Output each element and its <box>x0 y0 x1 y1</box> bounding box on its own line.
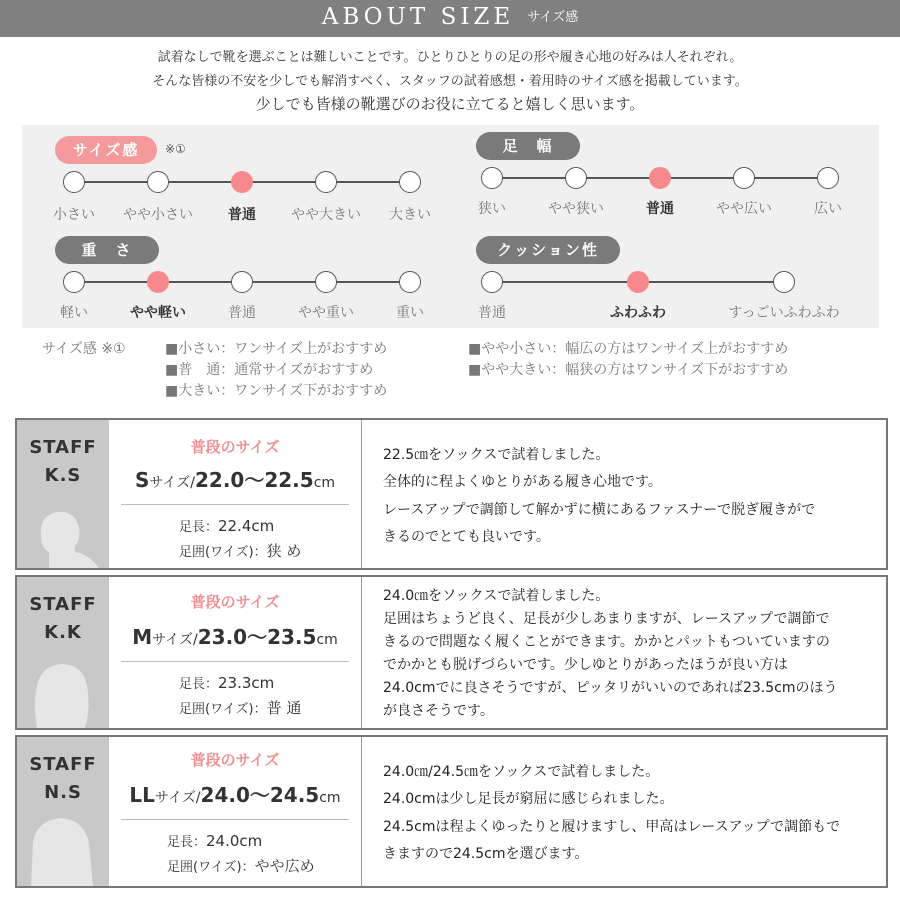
gauge-dot <box>315 271 337 293</box>
gauge-option-label: 大きい <box>389 207 431 223</box>
gauge-dot-selected <box>627 271 649 293</box>
gauge-size-pill: サイズ感 <box>55 136 157 164</box>
size-unit: cm <box>313 475 336 491</box>
size-letter: LL <box>129 783 155 807</box>
legend-title: サイズ感 ※① <box>42 341 126 357</box>
usual-size-label: 普段のサイズ <box>190 438 280 456</box>
divider <box>121 504 349 505</box>
foot-width: 足囲(ワイズ)：普 通 <box>179 699 302 717</box>
card-divider <box>361 737 362 886</box>
gauge-option-label: 小さい <box>53 207 95 223</box>
staff-avatar-panel <box>17 420 109 568</box>
legend-right-1: ■やや小さい：幅広の方はワンサイズ上がおすすめ <box>468 341 789 357</box>
size-range: 23.0〜23.5 <box>197 625 317 649</box>
staff-silhouette-icon <box>19 488 107 568</box>
staff-size-info <box>109 577 361 728</box>
foot-length: 足長：24.0cm <box>167 832 263 850</box>
intro-line-3: 少しでも皆様の靴選びのお役に立てると嬉しく思います。 <box>255 95 645 113</box>
gauge-option-label: やや重い <box>298 305 354 321</box>
size-range: 22.0〜22.5 <box>194 468 314 492</box>
gauge-option-label: やや小さい <box>123 207 193 223</box>
gauge-size-note: ※① <box>165 142 186 156</box>
gauge-option-label: やや軽い <box>130 305 186 321</box>
gauge-option-label: 普通 <box>228 305 256 321</box>
staff-silhouette-icon <box>19 644 107 728</box>
gauge-dot <box>773 271 795 293</box>
intro-line-1: 試着なしで靴を選ぶことは難しいことです。ひとりひとりの足の形や履き心地の好みは人それぞれ。 <box>157 50 743 65</box>
staff-card-kk: STAFF K.K 普段のサイズ Mサイズ/23.0〜23.5cm 足長：23.3cm 足囲(ワイズ)：普 通 24.0㎝をソックスで試着しました。 足囲はちょうど良く、足長が少しあまりますが、レースアップで調節で きるので問題なく履くことができます。かかとパットもついていますの でかかとも脱げづらいです。少しゆとりがあったほうが良い方は 24.0cmでに良さそうですが、ピッタリがいいのであれば23.5cmのほう が良さそうです。 <box>15 575 888 730</box>
gauge-weight-pill: 重 さ <box>55 236 159 264</box>
staff-label: STAFF <box>29 437 97 458</box>
legend-left-3: ■大きい：ワンサイズ下がおすすめ <box>165 383 388 399</box>
gauge-dot-selected <box>147 271 169 293</box>
staff-card-ns: STAFF N.S 普段のサイズ LLサイズ/24.0〜24.5cm 足長：24.0cm 足囲(ワイズ)：やや広め 24.0㎝/24.5㎝をソックスで試着しました。 24.0cmは少し足長が窮屈に感じられました。 24.5cmは程よくゆったりと履けますし、甲高はレースアップで調節もで きますので24.5cmを選びます。 <box>15 735 888 888</box>
usual-size-label: 普段のサイズ <box>190 751 280 769</box>
gauge-option-label: 普通 <box>228 207 256 223</box>
legend-left-2: ■普 通：通常サイズがおすすめ <box>165 362 374 378</box>
staff-name: N.S <box>44 782 82 803</box>
gauge-option-label: やや狭い <box>548 201 604 217</box>
staff-avatar-panel <box>17 737 109 886</box>
usual-size-value <box>109 779 361 808</box>
gauge-option-label: やや大きい <box>291 207 361 223</box>
size-letter: M <box>132 625 153 649</box>
usual-size-label: 普段のサイズ <box>190 593 280 611</box>
gauge-dot <box>63 271 85 293</box>
card-divider <box>361 420 362 568</box>
size-word: サイズ/ <box>152 632 198 648</box>
size-unit: cm <box>319 790 341 806</box>
size-word: サイズ/ <box>154 790 201 806</box>
foot-length: 足長：23.3cm <box>179 674 275 692</box>
gauge-dot <box>399 271 421 293</box>
foot-width: 足囲(ワイズ)：やや広め <box>167 857 315 875</box>
size-word: サイズ/ <box>149 475 195 491</box>
gauge-option-label: 狭い <box>478 201 506 217</box>
staff-name: K.S <box>44 465 82 486</box>
size-letter: S <box>134 468 150 492</box>
size-range: 24.0〜24.5 <box>200 783 320 807</box>
foot-width: 足囲(ワイズ)：狭 め <box>179 542 302 560</box>
gauge-dot <box>481 167 503 189</box>
gauge-dot <box>147 171 169 193</box>
gauge-dot <box>817 167 839 189</box>
gauge-dot <box>315 171 337 193</box>
staff-silhouette-icon <box>19 802 107 886</box>
card-divider <box>361 577 362 728</box>
staff-name: K.K <box>44 622 82 643</box>
legend-left-1: ■小さい：ワンサイズ上がおすすめ <box>165 341 388 357</box>
gauge-dot <box>399 171 421 193</box>
gauge-dot <box>63 171 85 193</box>
header-subtitle: サイズ感 <box>527 10 579 25</box>
gauge-option-label: 軽い <box>60 305 88 321</box>
gauge-dot <box>733 167 755 189</box>
gauge-option-label: すっごいふわふわ <box>728 305 840 321</box>
gauge-dot-selected <box>649 167 671 189</box>
gauge-option-label: 重い <box>396 305 424 321</box>
staff-label: STAFF <box>29 594 97 615</box>
staff-size-info <box>109 737 361 886</box>
gauge-option-label: 普通 <box>478 305 506 321</box>
intro-line-2: そんな皆様の不安を少しでも解消すべく、スタッフの試着感想・着用時のサイズ感を掲載しています。 <box>152 74 748 89</box>
usual-size-value <box>109 621 361 650</box>
gauge-dot <box>565 167 587 189</box>
staff-size-info <box>109 420 361 568</box>
gauge-option-label: 普通 <box>646 201 674 217</box>
gauge-option-label: 広い <box>814 201 842 217</box>
divider <box>121 661 349 662</box>
header-title: ABOUT SIZE <box>321 4 515 30</box>
legend-right-2: ■やや大きい：幅狭の方はワンサイズ下がおすすめ <box>468 362 789 378</box>
gauge-dot-selected <box>231 171 253 193</box>
usual-size-value <box>109 464 361 493</box>
foot-length: 足長：22.4cm <box>179 517 275 535</box>
gauge-width-pill: 足 幅 <box>476 132 580 160</box>
gauge-dot <box>481 271 503 293</box>
divider <box>121 819 349 820</box>
gauge-cushion-pill: クッション性 <box>476 236 620 264</box>
staff-label: STAFF <box>29 754 97 775</box>
staff-avatar-panel <box>17 577 109 728</box>
staff-card-ks: STAFF K.S 普段のサイズ Sサイズ/22.0〜22.5cm 足長：22.4cm 足囲(ワイズ)：狭 め 22.5㎝をソックスで試着しました。 全体的に程よくゆとりがある履き心地です。 レースアップで調節して解かずに横にあるファスナーで脱ぎ履きがで きるのでとても良いです。 <box>15 418 888 570</box>
header-banner <box>0 0 900 37</box>
gauge-dot <box>231 271 253 293</box>
gauge-option-label: やや広い <box>716 201 772 217</box>
size-unit: cm <box>316 632 338 648</box>
gauge-option-label: ふわふわ <box>610 305 666 321</box>
